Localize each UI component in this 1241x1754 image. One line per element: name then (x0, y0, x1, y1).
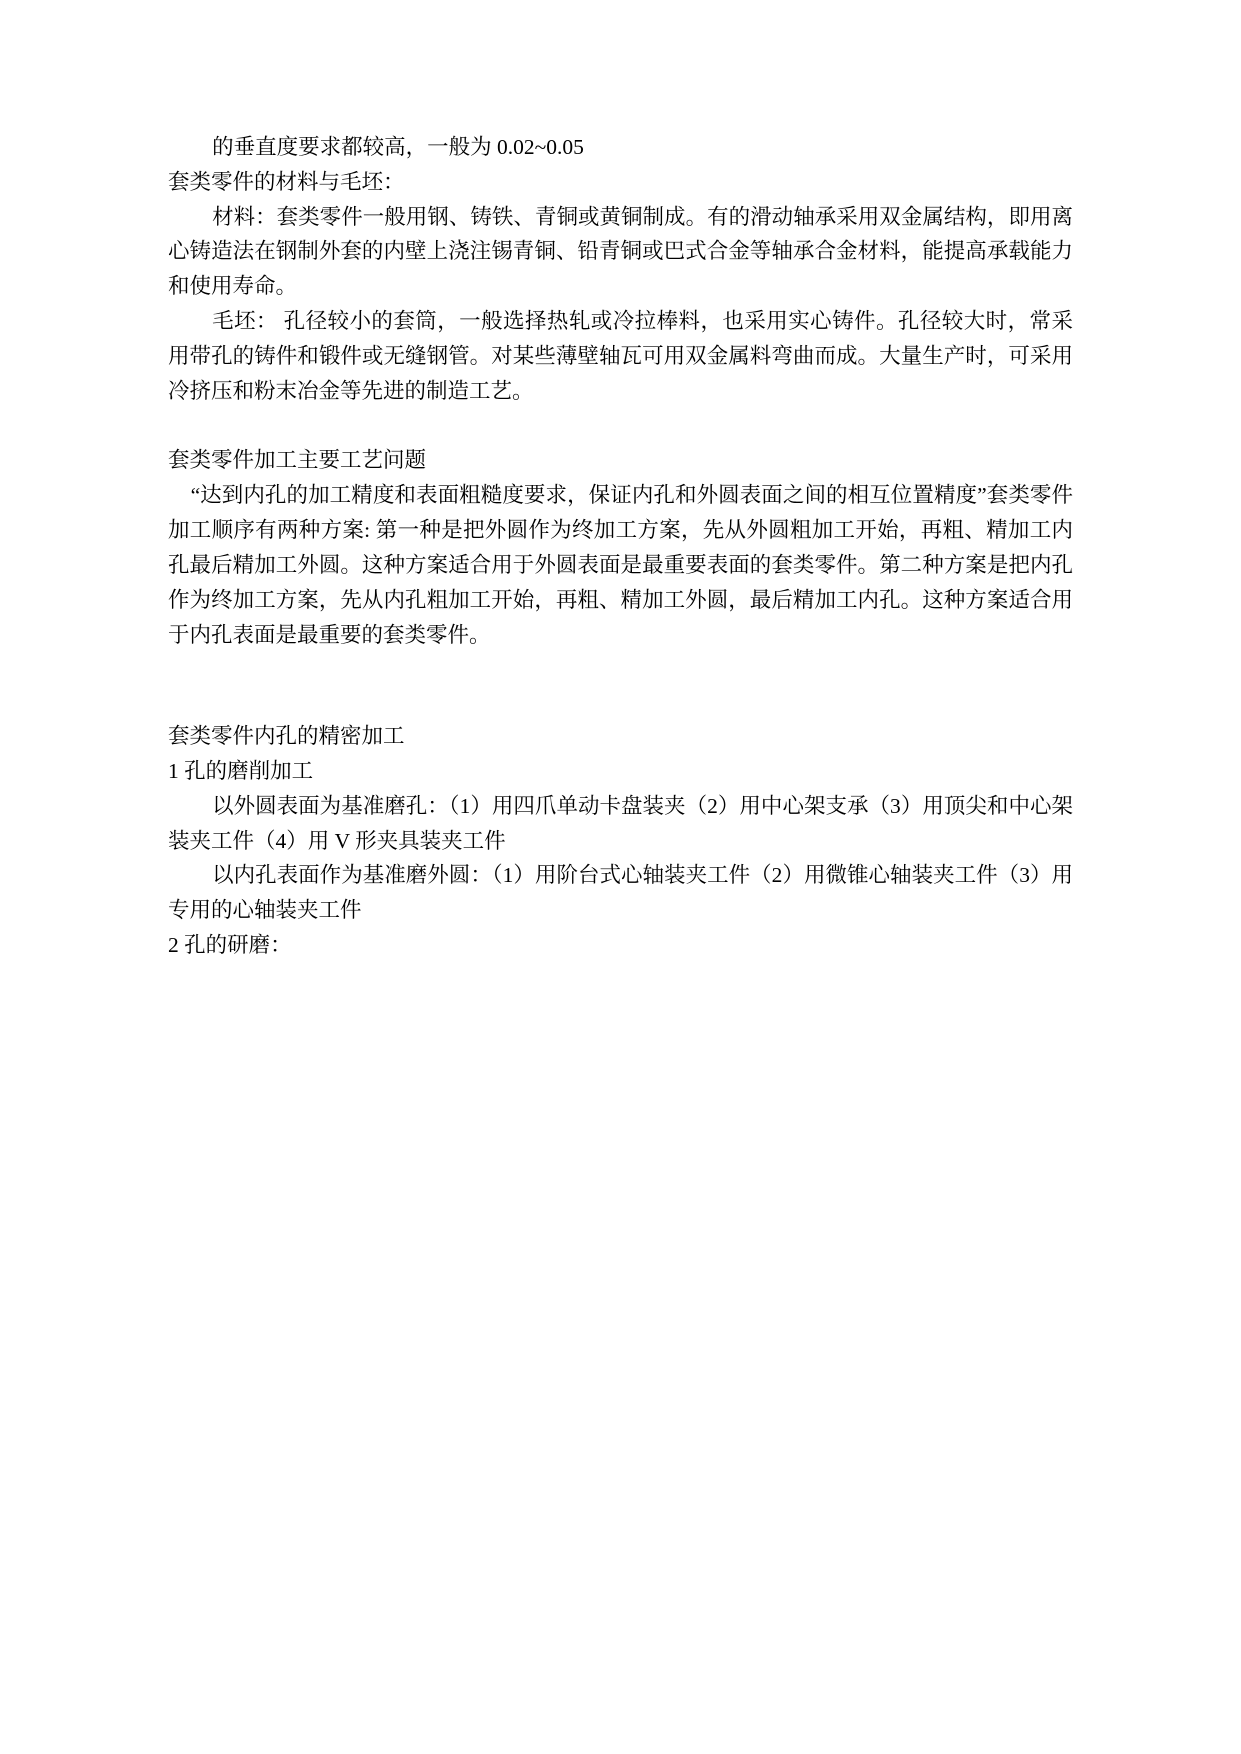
paragraph-heading-process-issues: 套类零件加工主要工艺问题 (168, 448, 427, 473)
paragraph-heading-precision-machining: 套类零件内孔的精密加工 (168, 724, 405, 749)
document-body (168, 130, 1073, 963)
paragraph-material: 材料：套类零件一般用钢、铸铁、青铜或黄铜制成。有的滑动轴承采用双金属结构，即用离心铸造法在钢制外套的内壁上浇注锡青铜、铅青铜或巴式合金等轴承合金材料，能提高承载能力和使用寿命。 (168, 204, 1073, 299)
paragraph-heading-item-2: 2 孔的研磨： (168, 933, 292, 958)
paragraph-grind-inner-datum: 以内孔表面作为基准磨外圆：（1）用阶台式心轴装夹工件（2）用微锥心轴装夹工件（3）用专用的心轴装夹工件 (168, 863, 1073, 923)
paragraph-heading-material-blank: 套类零件的材料与毛坯： (168, 169, 405, 194)
paragraph-blank-workpiece: 毛坯： 孔径较小的套筒，一般选择热轧或冷拉棒料，也采用实心铸件。孔径较大时，常采用带孔的铸件和锻件或无缝钢管。对某些薄壁轴瓦可用双金属料弯曲而成。大量生产时，可采用冷挤压和粉末冶金等先进的制造工艺。 (168, 309, 1073, 403)
paragraph-process-issues: “达到内孔的加工精度和表面粗糙度要求，保证内孔和外圆表面之间的相互位置精度”套类零件加工顺序有两种方案: 第一种是把外圆作为终加工方案，先从外圆粗加工开始，再粗、精加工内孔最后精加工外圆。这种方案适合用于外圆表面是最重要表面的套类零件。第二种方案是把内孔作为终加工方案，先从内孔粗加工开始，再粗、精加工外圆，最后精加工内孔。这种方案适合用于内孔表面是最重要的套类零件。 (168, 483, 1073, 647)
paragraph-line-continuation: 的垂直度要求都较高，一般为 0.02~0.05 (212, 135, 584, 159)
spacer-1 (168, 409, 1073, 444)
paragraph-heading-item-1: 1 孔的磨削加工 (168, 758, 314, 783)
paragraph-grind-outer-datum: 以外圆表面为基准磨孔：（1）用四爪单动卡盘装夹（2）用中心架支承（3）用顶尖和中心架装夹工件（4）用 V 形夹具装夹工件 (168, 793, 1073, 853)
spacer-2 (168, 652, 1073, 719)
